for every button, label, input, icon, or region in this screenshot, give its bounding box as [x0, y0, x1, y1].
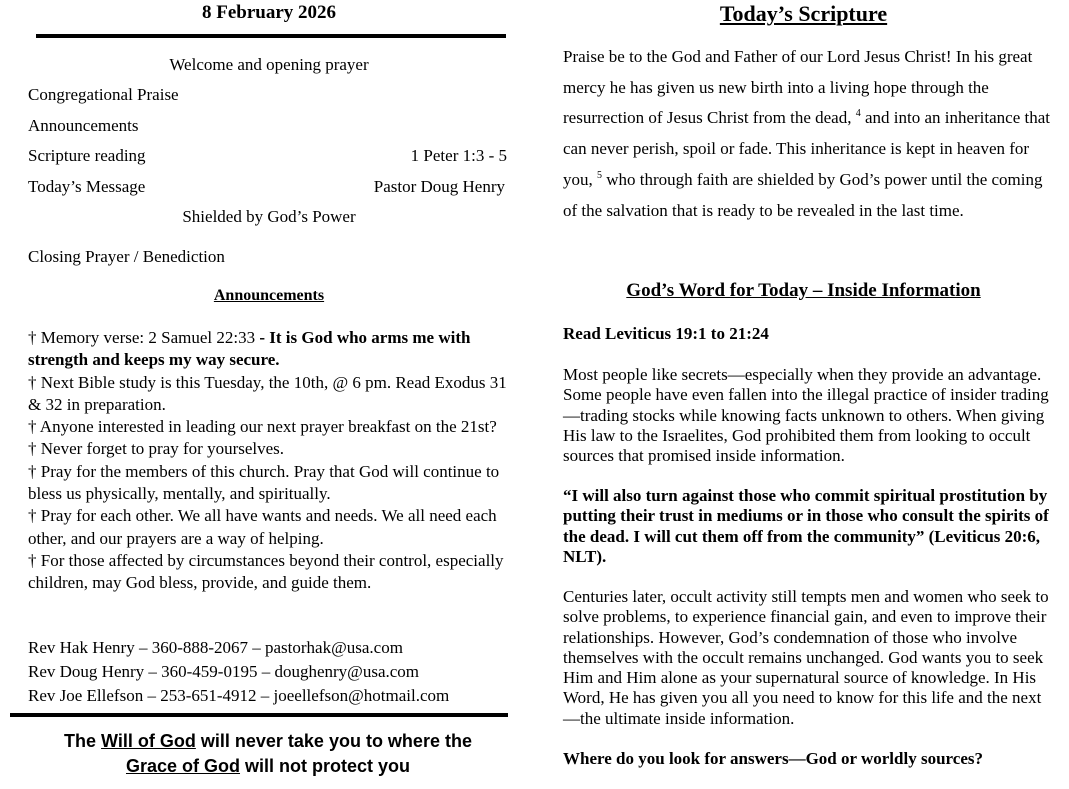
memory-verse: † Memory verse: 2 Samuel 22:33 - It is God who arms me with strength and keeps my way secure. — [28, 328, 471, 370]
announcement-item: † For those affected by circumstances beyond their control, especially children, may God bless, provide, and guide them. — [28, 550, 504, 593]
order-welcome: Welcome and opening prayer — [169, 55, 369, 74]
announcements-heading: Announcements — [213, 287, 325, 304]
footer-divider — [10, 713, 508, 717]
order-message-title: Shielded by God’s Power — [182, 207, 356, 226]
order-message-label: Today’s Message — [28, 177, 146, 196]
order-scripture-label: Scripture reading — [28, 146, 146, 165]
announcement-item: † Next Bible study is this Tuesday, the 10th, @ 6 pm. Read Exodus 31 & 32 in preparation. — [28, 372, 507, 414]
verse-number: 4 — [855, 108, 861, 120]
announcement-item: † Never forget to pray for yourselves. — [28, 439, 285, 459]
devotional-paragraph: Centuries later, occult activity still tempts men and women who seek to solve problems, to experience financial gain, and even to improve their relationships. However, God’s condemnation of those who involve themselves with the occult remains unchanged. God wants you to seek Him and Him alone as your supernatural source of knowledge. In His Word, He has given you all you need to know for this life and the next—the ultimate inside information. — [563, 587, 1049, 728]
contact-line: Rev Hak Henry – 360-888-2067 – pastorhak@usa.com — [28, 638, 403, 657]
footer-quote: The Will of God will never take you to where the Grace of God will not protect you — [64, 731, 472, 776]
order-praise: Congregational Praise — [28, 85, 179, 104]
devotional-question: Where do you look for answers—God or worldly sources? — [563, 749, 983, 768]
announcement-item: † Anyone interested in leading our next prayer breakfast on the 21st? — [28, 417, 497, 437]
announcement-item: † Pray for each other. We all have wants and needs. We all need each other, and our prayers are a way of helping. — [28, 506, 497, 548]
devotional-reading: Read Leviticus 19:1 to 21:24 — [563, 324, 769, 343]
scripture-passage: Praise be to the God and Father of our Lord Jesus Christ! In his great mercy he has given us new birth into a living hope through the resurrection of Jesus Christ from the dead, $^4$ and into an inheritance that can never perish, spoil or fade. This inheritance is kept in heaven for you, $^5$ who through faith are shielded by God’s power until the coming of the salvation that is ready to be revealed in the last time. — [563, 47, 1050, 220]
order-scripture-reference: 1 Peter 1:3 - 5 — [410, 146, 507, 165]
verse-number: 5 — [597, 169, 602, 181]
announcement-item: † Pray for the members of this church. Pray that God will continue to bless us physically, mentally, and spiritually. — [28, 461, 500, 504]
announcements-list — [28, 327, 510, 595]
devotional-paragraph: Most people like secrets—especially when they provide an advantage. Some people have even fallen into the illegal practice of insider trading—trading stocks while knowing facts unknown to others. When giving His law to the Israelites, God prohibited them from looking to occult sources that promised inside information. — [563, 365, 1049, 466]
devotional-heading: God’s Word for Today – Inside Information — [626, 280, 981, 301]
header-divider — [36, 34, 506, 38]
order-message-speaker: Pastor Doug Henry — [373, 177, 505, 196]
contact-line: Rev Joe Ellefson – 253-651-4912 – joeellefson@hotmail.com — [28, 686, 450, 705]
bulletin-date: 8 February 2026 — [201, 2, 337, 23]
contact-line: Rev Doug Henry – 360-459-0195 – doughenry@usa.com — [28, 662, 420, 681]
scripture-heading: Today’s Scripture — [719, 1, 888, 26]
order-announcements: Announcements — [28, 116, 139, 135]
devotional-quote: “I will also turn against those who commit spiritual prostitution by putting their trust in mediums or in those who consult the spirits of the dead. I will cut them off from the community” (Leviticus 20:6, NLT). — [563, 486, 1049, 566]
order-closing: Closing Prayer / Benediction — [28, 247, 225, 266]
pastor-contacts — [28, 636, 449, 708]
